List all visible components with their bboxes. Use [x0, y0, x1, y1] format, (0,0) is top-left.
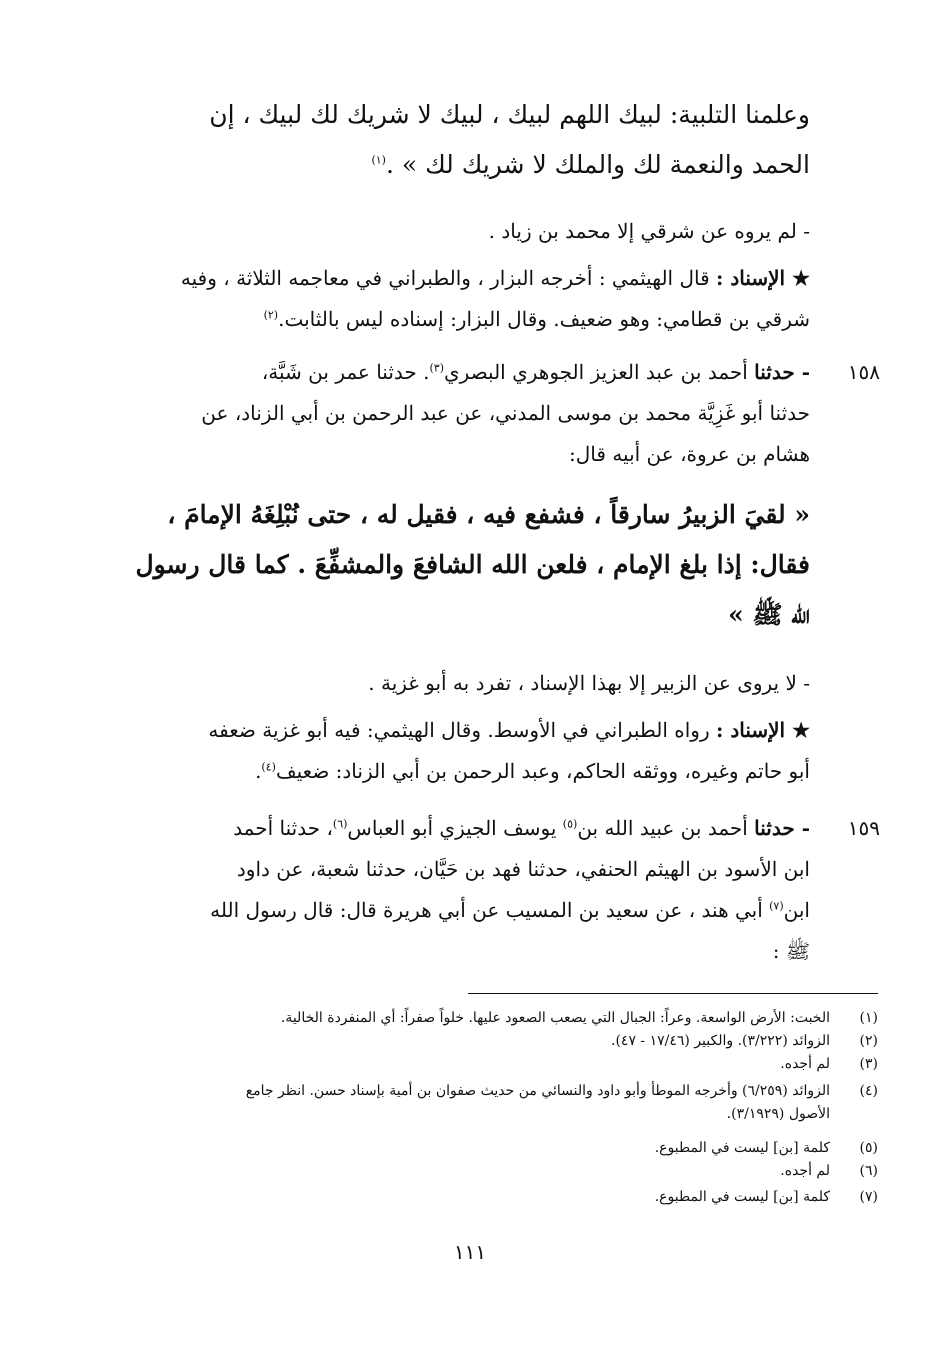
footnote: (٢) الزوائد (٣/٢٢٢). والكبير (١٧/٤٦ - ٤٧).: [138, 1030, 878, 1053]
footnote-mark: (٧): [859, 1189, 878, 1205]
footnote-ref: (٧): [769, 899, 784, 913]
isnad-label: ★ الإسناد :: [716, 718, 810, 742]
footnote: (١) الخبت: الأرض الواسعة. وعراً: الجبال التي يصعب الصعود عليها. خلواً صفراً: أي المنفردة الخالية.: [138, 1007, 878, 1030]
hadith-158-note: - لا يروى عن الزبير إلا بهذا الإسناد ، تفرد به أبو غزية .: [368, 671, 810, 695]
footnote-ref: (٢): [263, 308, 279, 322]
isnad-1: ★ الإسناد : قال الهيثمي : أخرجه البزار ، والطبراني في معاجمه الثلاثة ، وفيه شرقي بن قطامي: وهو ضعيف. وقال البزار: إسناده ليس بالثابت.$^{(٢)}$: [180, 266, 810, 331]
footnote-ref: (٣): [429, 361, 444, 375]
hadith-number-158: ١٥٨: [847, 360, 880, 384]
footnote-mark: (١): [859, 1010, 878, 1026]
intro-text: [130, 90, 810, 190]
footnote-mark: (٣): [859, 1056, 878, 1072]
intro-line: وعلمنا التلبية: لبيك اللهم لبيك ، لبيك لا شريك لك لبيك ، إن: [209, 100, 810, 129]
intro-line: الحمد والنعمة لك والملك لا شريك لك » .$^{(١)}$: [371, 150, 810, 179]
footnote-separator: [468, 993, 878, 994]
note-1: [130, 211, 810, 252]
footnote-mark: (٥): [859, 1140, 878, 1156]
footnote-mark: (٤): [859, 1083, 878, 1099]
hadith-number-159: ١٥٩: [847, 816, 880, 840]
hadith-158-matn: « لقيَ الزبيرُ سارقاً ، فشفع فيه ، فقيل له ، حتى نُبْلِغَهُ الإمامَ ، فقال: إذا بلغ الإمام ، فلعن الله الشافعَ والمشفِّعَ . كما قال رسول الله ﷺ »: [135, 500, 810, 629]
footnote-ref: (٦): [332, 817, 348, 831]
note-line: - لم يروه عن شرقي إلا محمد بن زياد .: [488, 219, 810, 243]
hadith-159-chain: - حدثنا أحمد بن عبيد الله بن$^{(٥)}$ يوسف الجيزي أبو العباس$^{(٦)}$، حدثنا أحمد ابن الأسود بن الهيثم الحنفي، حدثنا فهد بن حَيَّان، حدثنا شعبة، عن داود ابن$^{(٧)}$ أبي هند ، عن سعيد بن المسيب عن أبي هريرة قال: قال رسول الله ﷺ :: [210, 816, 810, 963]
footnote: (٦) لم أجده.: [138, 1160, 878, 1183]
footnote-ref: (٤): [261, 760, 276, 774]
isnad-label: ★ الإسناد :: [716, 266, 810, 290]
isnad-2: ★ الإسناد : رواه الطبراني في الأوسط. وقال الهيثمي: فيه أبو غزية ضعفه أبو حاتم وغيره، ووثقه الحاكم، وعبد الرحمن بن أبي الزناد: ضعيف$^{(٤)}$.: [208, 718, 810, 783]
footnote: (٤) الزوائد (٦/٢٥٩) وأخرجه الموطأ وأبو داود والنسائي من حديث صفوان بن أمية بإسناد حسن. انظر جامع الأصول (٣/١٩٢٩).: [138, 1080, 878, 1126]
footnote-mark: (٢): [859, 1033, 878, 1049]
footnote-ref: (٥): [562, 817, 578, 831]
footnote: (٥) كلمة [بن] ليست في المطبوع.: [138, 1137, 878, 1160]
footnote: (٧) كلمة [بن] ليست في المطبوع.: [138, 1186, 878, 1209]
footnote-mark: (٦): [859, 1163, 878, 1179]
footnote: (٣) لم أجده.: [138, 1053, 878, 1076]
footnote-ref: (١): [371, 153, 386, 167]
page-number: ١١١: [453, 1240, 487, 1264]
hadith-158-chain: - حدثنا أحمد بن عبد العزيز الجوهري البصري$^{(٣)}$. حدثنا عمر بن شَبَّة، حدثنا أبو غَزِيَّة محمد بن موسى المدني، عن عبد الرحمن بن أبي الزناد، عن هشام بن عروة، عن أبيه قال:: [201, 360, 810, 466]
